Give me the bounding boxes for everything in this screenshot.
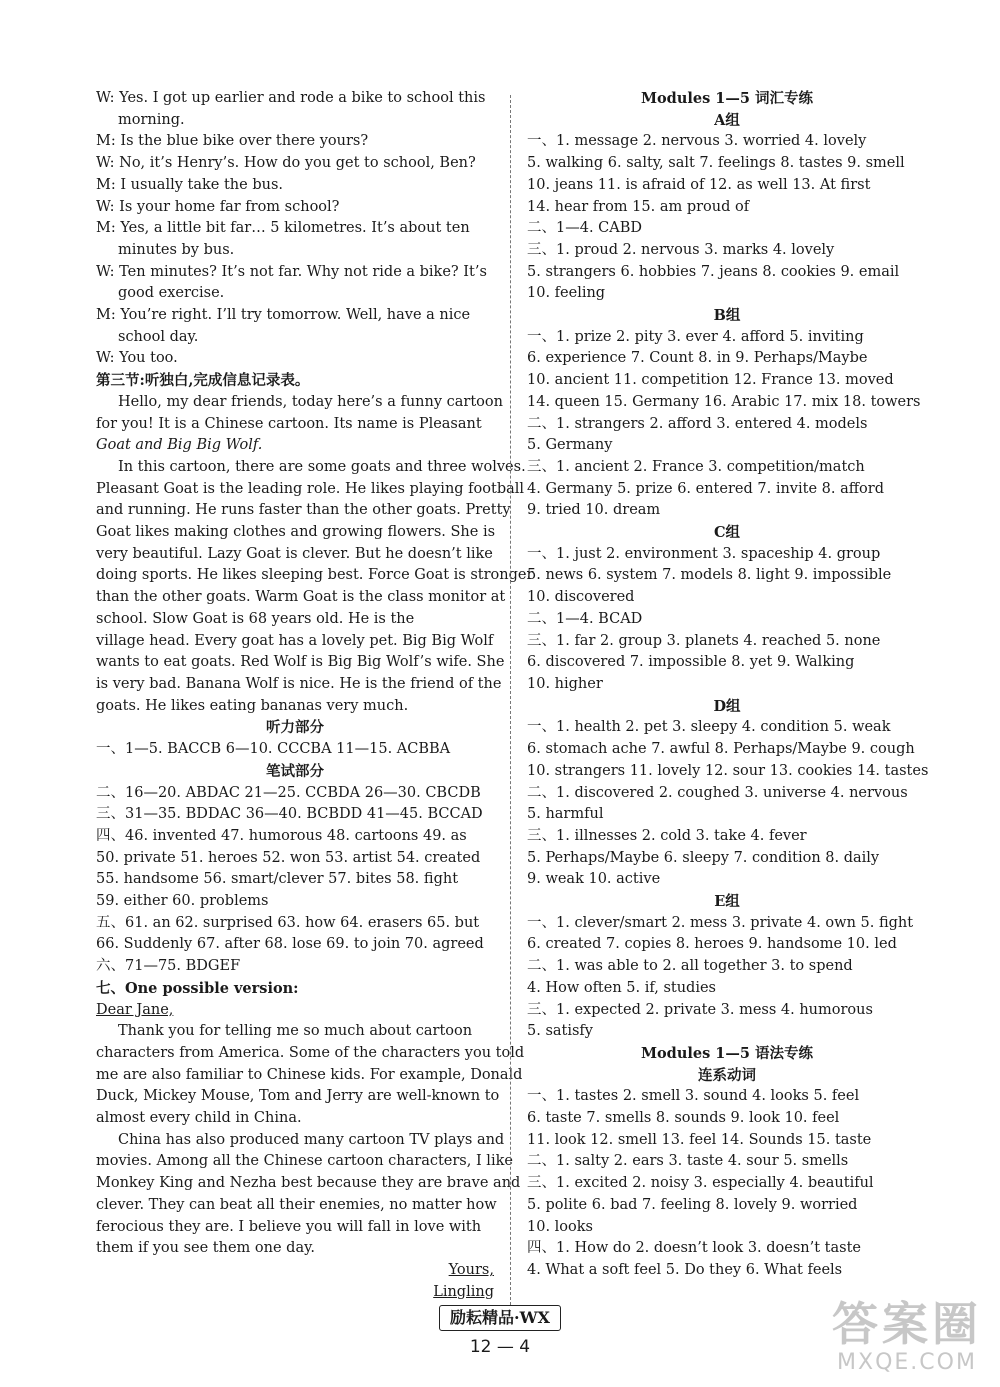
left-text-line: 四、46. invented 47. humorous 48. cartoons 49. as [96, 827, 467, 844]
left-text-line: W: No, it’s Henry’s. How do you get to school, Ben? [96, 155, 476, 172]
left-text-line: good exercise. [118, 285, 225, 302]
right-text-line: 三、1. expected 2. private 3. mess 4. humorous [527, 1001, 873, 1018]
right-text-line: 一、1. message 2. nervous 3. worried 4. lovely [527, 133, 867, 150]
right-text-line: 三、1. proud 2. nervous 3. marks 4. lovely [527, 241, 835, 258]
left-text-line: 59. either 60. problems [96, 893, 269, 910]
right-text-line: D组 [713, 697, 741, 715]
left-text-line: is very bad. Banana Wolf is nice. He is the friend of the [96, 675, 502, 692]
right-text-line: 4. What a soft feel 5. Do they 6. What feels [527, 1261, 843, 1278]
right-text-line: 5. walking 6. salty, salt 7. feelings 8. tastes 9. smell [527, 155, 905, 172]
left-text-line: village head. Every goat has a lovely pet. Big Big Wolf [96, 632, 494, 649]
left-text-line: W: Ten minutes? It’s not far. Why not ride a bike? It’s [96, 263, 487, 280]
left-text-line: 一、1—5. BACCB 6—10. CCCBA 11—15. ACBBA [96, 741, 451, 758]
right-text-line: 10. ancient 11. competition 12. France 13. moved [527, 372, 894, 389]
left-text-line: school day. [118, 328, 199, 345]
brand-label: 励耘精品·WX [439, 1305, 561, 1331]
left-text-line: clever. They can beat all their enemies, no matter how [96, 1196, 497, 1213]
right-text-line: 一、1. tastes 2. smell 3. sound 4. looks 5. feel [527, 1088, 860, 1105]
left-text-line: Duck, Mickey Mouse, Tom and Jerry are well-known to [96, 1088, 500, 1105]
left-text-line: China has also produced many cartoon TV plays and [118, 1131, 505, 1148]
left-text-line: Thank you for telling me so much about cartoon [118, 1023, 473, 1040]
right-text-line: 10. strangers 11. lovely 12. sour 13. cookies 14. tastes [527, 762, 929, 779]
left-text-line: W: Is your home far from school? [96, 198, 340, 215]
left-text-line: Hello, my dear friends, today here’s a funny cartoon [118, 393, 503, 410]
right-text-line: 5. Perhaps/Maybe 6. sleepy 7. condition 8. daily [527, 849, 880, 866]
left-text-line: morning. [118, 111, 185, 128]
right-text-line: 5. satisfy [527, 1023, 593, 1040]
right-text-line: 一、1. just 2. environment 3. spaceship 4. group [527, 545, 881, 562]
right-text-line: 6. experience 7. Count 8. in 9. Perhaps/Maybe [527, 350, 868, 367]
right-text-line: E组 [714, 893, 740, 911]
left-text-line: 第三节:听独白,完成信息记录表。 [96, 372, 310, 390]
left-text-line: them if you see them one day. [96, 1240, 315, 1257]
right-text-line: 10. feeling [527, 285, 606, 302]
right-text-line: 5. news 6. system 7. models 8. light 9. impossible [527, 567, 892, 584]
watermark-title: 答案圈 [832, 1297, 982, 1351]
right-text-line: 9. tried 10. dream [527, 502, 661, 519]
right-text-line: 5. harmful [527, 806, 604, 823]
right-text-line: 三、1. far 2. group 3. planets 4. reached 5. none [527, 632, 881, 649]
right-text-line: C组 [713, 524, 741, 542]
right-text-line: 二、1—4. BCAD [527, 610, 643, 627]
left-text-line: M: I usually take the bus. [96, 176, 283, 193]
left-text-line: movies. Among all the Chinese cartoon characters, I like [96, 1153, 513, 1170]
left-text-line: goats. He likes eating bananas very much. [96, 697, 409, 714]
watermark [832, 1298, 982, 1375]
right-text-line: 10. looks [527, 1218, 593, 1235]
left-text-line: Yours, [448, 1261, 494, 1278]
right-text-line: 14. queen 15. Germany 16. Arabic 17. mix 18. towers [527, 393, 921, 410]
right-text-line: 一、1. prize 2. pity 3. ever 4. afford 5. inviting [527, 328, 864, 345]
right-text-line: 三、1. illnesses 2. cold 3. take 4. fever [527, 827, 807, 844]
left-text-line: In this cartoon, there are some goats and three wolves. [118, 458, 526, 475]
left-text-line: and running. He runs faster than the other goats. Pretty [96, 502, 511, 519]
left-text-line: Pleasant Goat is the leading role. He likes playing football [96, 480, 525, 497]
left-text-line: W: Yes. I got up earlier and rode a bike to school this [96, 90, 486, 106]
right-text-line: 5. Germany [527, 437, 613, 454]
left-text-line: Lingling [433, 1283, 494, 1300]
right-text-line: 4. Germany 5. prize 6. entered 7. invite 8. afford [527, 480, 884, 497]
right-text-line: 连系动词 [698, 1066, 756, 1084]
right-text-line: 二、1. discovered 2. coughed 3. universe 4. nervous [527, 784, 908, 801]
right-text-line: 4. How often 5. if, studies [527, 979, 716, 996]
right-text-line: 11. look 12. smell 13. feel 14. Sounds 15. taste [527, 1131, 872, 1148]
left-text-line: 笔试部分 [266, 762, 324, 780]
left-text-line: 听力部分 [266, 719, 324, 737]
right-text-line: 5. strangers 6. hobbies 7. jeans 8. cookies 9. email [527, 263, 900, 280]
right-text-line: Modules 1—5 语法专练 [640, 1044, 814, 1062]
right-text-line: 二、1. strangers 2. afford 3. entered 4. models [527, 415, 868, 432]
left-text-line: M: You’re right. I’ll try tomorrow. Well, have a nice [96, 307, 471, 324]
right-text-line: 6. created 7. copies 8. heroes 9. handsome 10. led [527, 936, 897, 953]
page-number: 12 — 4 [469, 1337, 531, 1357]
right-text-line: 10. discovered [527, 589, 635, 606]
left-text-line: almost every child in China. [96, 1110, 302, 1127]
left-text-line: 50. private 51. heroes 52. won 53. artist 54. created [96, 849, 481, 866]
left-text-line: 55. handsome 56. smart/clever 57. bites 58. fight [96, 871, 459, 888]
left-text-line: doing sports. He likes sleeping best. Force Goat is stronger [96, 567, 534, 584]
left-text-line: M: Is the blue bike over there yours? [96, 133, 369, 150]
left-text-line: 二、16—20. ABDAC 21—25. CCBDA 26—30. CBCDB [96, 784, 481, 801]
left-text-line: Monkey King and Nezha best because they are brave and [96, 1175, 521, 1192]
left-text-line: Goat likes making clothes and growing flowers. She is [96, 524, 496, 541]
right-text-line: 三、1. ancient 2. France 3. competition/match [527, 458, 865, 475]
right-column [527, 88, 927, 1282]
right-text-line: 一、1. clever/smart 2. mess 3. private 4. own 5. fight [527, 914, 914, 931]
right-text-line: 5. polite 6. bad 7. feeling 8. lovely 9. worried [527, 1196, 858, 1213]
left-text-line: me are also familiar to Chinese kids. For example, Donald [96, 1066, 523, 1083]
left-text-line: than the other goats. Warm Goat is the class monitor at [96, 589, 506, 606]
right-text-line: 6. stomach ache 7. awful 8. Perhaps/Maybe 9. cough [527, 741, 915, 758]
left-text-line: 66. Suddenly 67. after 68. lose 69. to join 70. agreed [96, 936, 484, 953]
right-text-line: 6. discovered 7. impossible 8. yet 9. Walking [527, 654, 855, 671]
left-text-line: 七、One possible version: [96, 979, 299, 997]
right-text-line: A组 [714, 111, 740, 129]
left-text-line: M: Yes, a little bit far… 5 kilometres. It’s about ten [96, 220, 470, 237]
left-text-line: 三、31—35. BDDAC 36—40. BCBDD 41—45. BCCAD [96, 806, 483, 823]
right-text-line: 二、1. salty 2. ears 3. taste 4. sour 5. smells [527, 1153, 849, 1170]
right-text-line: 二、1. was able to 2. all together 3. to spend [527, 958, 853, 975]
right-text-line: Modules 1—5 词汇专练 [640, 90, 814, 107]
left-text-line: school. Slow Goat is 68 years old. He is the [96, 610, 415, 627]
right-text-line: 10. jeans 11. is afraid of 12. as well 13. At first [527, 176, 871, 193]
right-text-line: 14. hear from 15. am proud of [527, 198, 750, 215]
left-text-line: very beautiful. Lazy Goat is clever. But he doesn’t like [96, 545, 493, 562]
left-column [96, 88, 534, 1303]
right-text-line: 6. taste 7. smells 8. sounds 9. look 10. feel [527, 1110, 840, 1127]
left-text-line: Goat and Big Big Wolf. [96, 437, 263, 454]
watermark-url: MXQE.COM [837, 1350, 977, 1375]
right-text-line: 三、1. excited 2. noisy 3. especially 4. beautiful [527, 1175, 874, 1192]
right-text-line: 四、1. How do 2. doesn’t look 3. doesn’t taste [527, 1240, 861, 1257]
right-text-line: 10. higher [527, 675, 603, 692]
left-text-line: ferocious they are. I believe you will fall in love with [96, 1218, 482, 1235]
left-text-line: for you! It is a Chinese cartoon. Its name is Pleasant [96, 415, 482, 432]
column-divider [510, 95, 511, 1305]
right-text-line: 一、1. health 2. pet 3. sleepy 4. condition 5. weak [527, 719, 891, 736]
right-text-line: B组 [713, 307, 741, 325]
left-text-line: characters from America. Some of the characters you told [96, 1044, 525, 1061]
right-text-line: 二、1—4. CABD [527, 220, 643, 237]
left-text-line: minutes by bus. [118, 241, 235, 258]
left-text-line: 五、61. an 62. surprised 63. how 64. erasers 65. but [96, 914, 480, 931]
left-text-line: Dear Jane, [96, 1001, 174, 1018]
left-text-line: W: You too. [96, 350, 178, 367]
right-text-line: 9. weak 10. active [527, 871, 661, 888]
left-text-line: wants to eat goats. Red Wolf is Big Big Wolf’s wife. She [96, 654, 505, 671]
left-text-line: 六、71—75. BDGEF [96, 958, 241, 975]
